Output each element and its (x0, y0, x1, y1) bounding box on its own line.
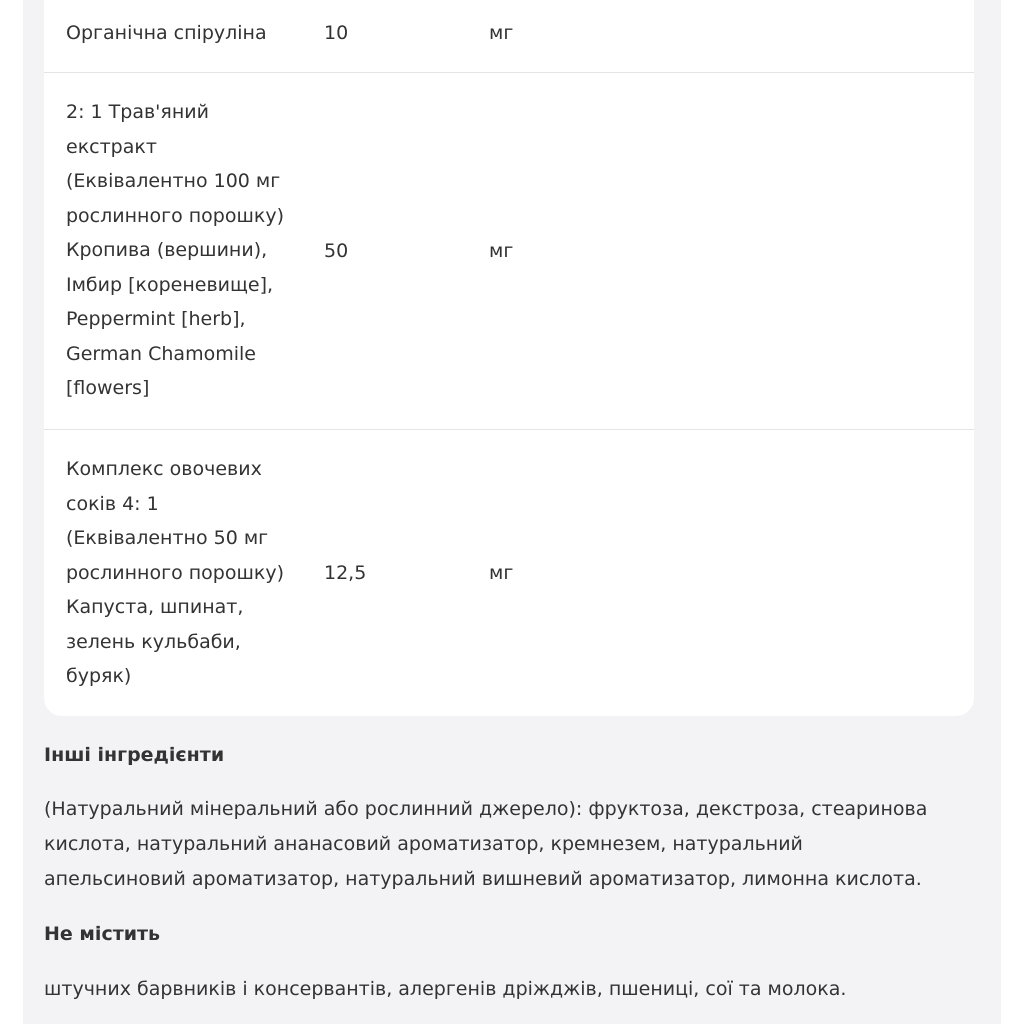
table-row (44, 0, 974, 73)
does-not-contain-heading: Не містить (44, 923, 161, 945)
other-ingredients-text: (Натуральний мінеральний або рослинний джерело): фруктоза, декстроза, стеаринова кислота, натуральний ананасовий ароматизатор, кремнезем, натуральний апельсиновий ароматизатор, натуральний вишневий ароматизатор, лимонна кислота. (44, 798, 928, 890)
table-row (44, 73, 974, 430)
product-info-panel (23, 0, 1001, 1024)
does-not-contain-text: штучних барвників і консервантів, алергенів дріжджів, пшениці, сої та молока. (44, 978, 847, 1000)
ingredient-amount: 12,5 (324, 562, 367, 584)
ingredient-name: Органічна спіруліна (66, 22, 267, 44)
ingredients-table (44, 0, 974, 716)
ingredient-name: 2: 1 Трав'яний екстракт (Еквівалентно 100 мг рослинного порошку) Кропива (вершини), Імбир [кореневище], Peppermint [herb], German Chamomile [flowers] (66, 101, 284, 399)
ingredient-unit: мг (489, 240, 514, 262)
ingredient-amount: 50 (324, 240, 349, 262)
table-row (44, 430, 974, 716)
ingredient-amount: 10 (324, 22, 349, 44)
ingredient-name: Комплекс овочевих соків 4: 1 (Еквівалентно 50 мг рослинного порошку) Капуста, шпинат, зелень кульбаби, буряк) (66, 458, 284, 687)
other-ingredients-heading: Інші інгредієнти (44, 744, 225, 766)
ingredient-unit: мг (489, 22, 514, 44)
ingredient-unit: мг (489, 562, 514, 584)
